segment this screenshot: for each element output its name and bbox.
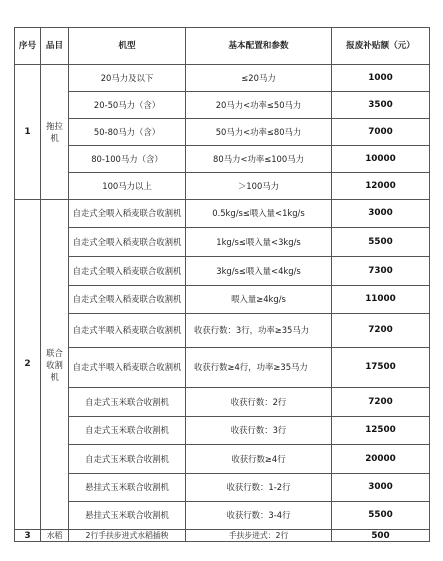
config-cell: 3kg/s≤喂入量<4kg/s xyxy=(186,257,332,286)
config-cell: 收获行数≥4行 xyxy=(186,445,332,474)
table-row xyxy=(15,173,430,200)
item-cell: 拖拉机 xyxy=(41,65,69,200)
config-cell: 0.5kg/s≤喂入量<1kg/s xyxy=(186,200,332,228)
config-cell: 收获行数≥4行，功率≥35马力 xyxy=(186,348,332,388)
subsidy-table xyxy=(14,27,430,542)
table-row xyxy=(15,92,430,119)
model-cell: 自走式玉米联合收割机 xyxy=(69,417,186,445)
model-cell: 自走式全喂入稻麦联合收割机 xyxy=(69,286,186,314)
config-cell: 收获行数：1-2行 xyxy=(186,474,332,502)
amount-cell: 11000 xyxy=(332,286,430,314)
amount-cell: 17500 xyxy=(332,348,430,388)
config-cell: ≤20马力 xyxy=(186,65,332,92)
header-seq: 序号 xyxy=(15,28,41,65)
model-cell: 自走式全喂入稻麦联合收割机 xyxy=(69,228,186,257)
amount-cell: 1000 xyxy=(332,65,430,92)
model-cell: 100马力以上 xyxy=(69,173,186,200)
table-row xyxy=(15,119,430,146)
item-cell: 联合收割机 xyxy=(41,200,69,530)
model-cell: 50-80马力（含） xyxy=(69,119,186,146)
config-cell: ＞100马力 xyxy=(186,173,332,200)
config-cell: 手扶步进式：2行 xyxy=(186,530,332,542)
header-model: 机型 xyxy=(69,28,186,65)
amount-cell: 12000 xyxy=(332,173,430,200)
header-item: 品目 xyxy=(41,28,69,65)
seq-cell: 3 xyxy=(15,530,41,542)
model-cell: 自走式玉米联合收割机 xyxy=(69,445,186,474)
model-cell: 80-100马力（含） xyxy=(69,146,186,173)
config-cell: 收获行数：3行，功率≥35马力 xyxy=(186,314,332,348)
table-row xyxy=(15,417,430,445)
table-row xyxy=(15,228,430,257)
amount-cell: 7200 xyxy=(332,388,430,417)
model-cell: 自走式半喂入稻麦联合收割机 xyxy=(69,348,186,388)
model-cell: 自走式玉米联合收割机 xyxy=(69,388,186,417)
model-cell: 20-50马力（含） xyxy=(69,92,186,119)
table-row xyxy=(15,502,430,530)
table-row xyxy=(15,530,430,542)
table-row xyxy=(15,200,430,228)
model-cell: 20马力及以下 xyxy=(69,65,186,92)
amount-cell: 12500 xyxy=(332,417,430,445)
table-row xyxy=(15,146,430,173)
model-cell: 悬挂式玉米联合收割机 xyxy=(69,502,186,530)
table-header-row xyxy=(15,28,430,65)
amount-cell: 20000 xyxy=(332,445,430,474)
amount-cell: 7000 xyxy=(332,119,430,146)
config-cell: 喂入量≥4kg/s xyxy=(186,286,332,314)
header-amount: 报废补贴额（元） xyxy=(332,28,430,65)
seq-cell: 2 xyxy=(15,200,41,530)
model-cell: 自走式半喂入稻麦联合收割机 xyxy=(69,314,186,348)
table-row xyxy=(15,474,430,502)
table-row xyxy=(15,445,430,474)
amount-cell: 10000 xyxy=(332,146,430,173)
config-cell: 80马力<功率≤100马力 xyxy=(186,146,332,173)
seq-cell: 1 xyxy=(15,65,41,200)
table-row xyxy=(15,314,430,348)
config-cell: 50马力<功率≤80马力 xyxy=(186,119,332,146)
amount-cell: 5500 xyxy=(332,502,430,530)
table-row xyxy=(15,286,430,314)
header-config: 基本配置和参数 xyxy=(186,28,332,65)
amount-cell: 7300 xyxy=(332,257,430,286)
model-cell: 自走式全喂入稻麦联合收割机 xyxy=(69,200,186,228)
config-cell: 收获行数：3行 xyxy=(186,417,332,445)
table-row xyxy=(15,388,430,417)
amount-cell: 3000 xyxy=(332,474,430,502)
amount-cell: 3000 xyxy=(332,200,430,228)
model-cell: 自走式全喂入稻麦联合收割机 xyxy=(69,257,186,286)
amount-cell: 5500 xyxy=(332,228,430,257)
table-row xyxy=(15,257,430,286)
amount-cell: 3500 xyxy=(332,92,430,119)
config-cell: 收获行数：3-4行 xyxy=(186,502,332,530)
item-cell: 水稻 xyxy=(41,530,69,542)
config-cell: 收获行数：2行 xyxy=(186,388,332,417)
config-cell: 20马力<功率≤50马力 xyxy=(186,92,332,119)
amount-cell: 500 xyxy=(332,530,430,542)
table-row xyxy=(15,65,430,92)
model-cell: 悬挂式玉米联合收割机 xyxy=(69,474,186,502)
model-cell: 2行手扶步进式水稻插秧 xyxy=(69,530,186,542)
config-cell: 1kg/s≤喂入量<3kg/s xyxy=(186,228,332,257)
table-row xyxy=(15,348,430,388)
amount-cell: 7200 xyxy=(332,314,430,348)
